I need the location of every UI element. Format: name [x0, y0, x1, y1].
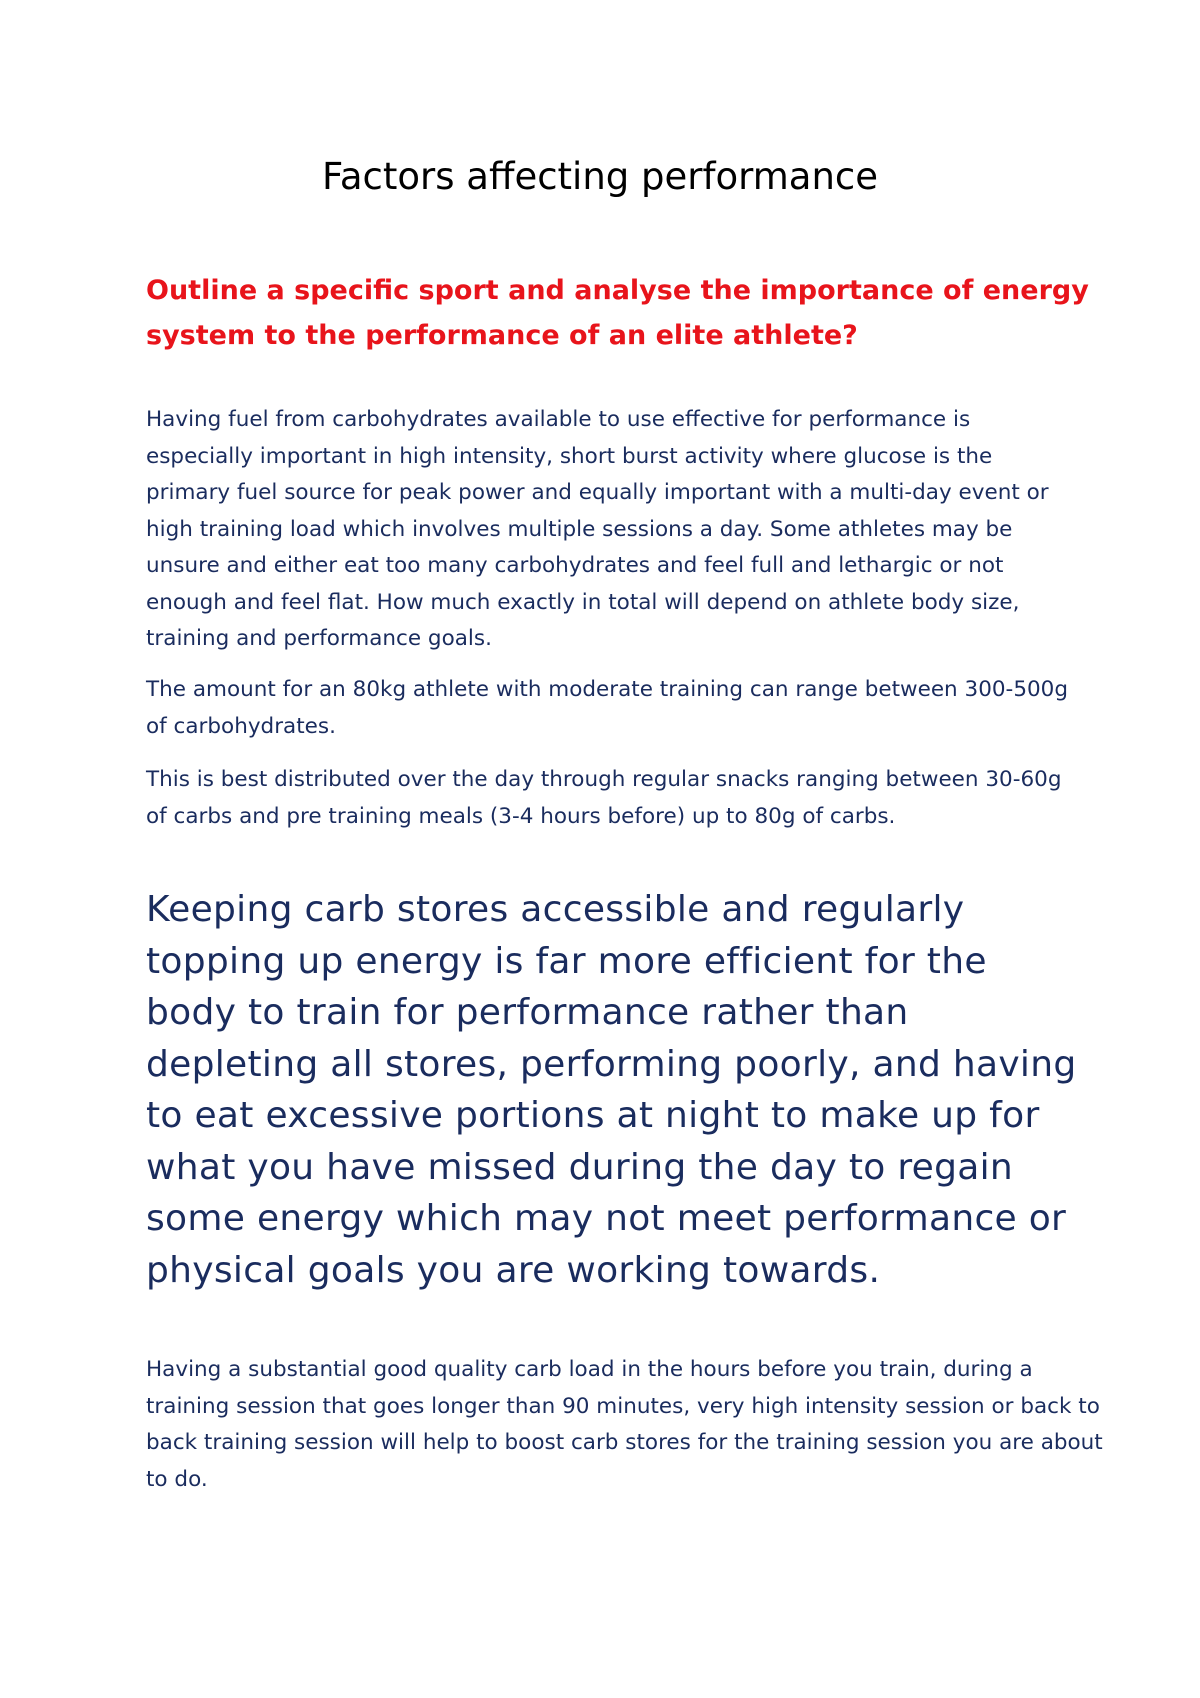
page-title: Factors affecting performance [321, 155, 878, 198]
paragraph-carb-load: Having a substantial good quality carb load in the hours before you train, during a training session that goes longer than 90 minutes, very high intensity session or back to back training session will help to boost carb stores for the training session you are about to do. [146, 1357, 1103, 1492]
paragraph-carb-amount: The amount for an 80kg athlete with moderate training can range between 300-500g of carbohydrates. [146, 677, 1069, 739]
paragraph-carb-distribution: This is best distributed over the day through regular snacks ranging between 30-60g of carbs and pre training meals (3-4 hours before) up to 80g of carbs. [146, 767, 1062, 829]
paragraph-carb-stores-emphasis: Keeping carb stores accessible and regularly topping up energy is far more efficient for the body to train for performance rather than depleting all stores, performing poorly, and having to eat excessive portions at night to make up for what you have missed during the day to regain some energy which may not meet performance or physical goals you are working towards. [146, 889, 1077, 1291]
paragraph-carbohydrate-fuel: Having fuel from carbohydrates available to use effective for performance is especially important in high intensity, short burst activity where glucose is the primary fuel source for peak power and equally important with a multi-day event or high training load which involves multiple sessions a day. Some athletes may be unsure and either eat too many carbohydrates and feel full and lethargic or not enough and feel flat. How much exactly in total will depend on athlete body size, training and performance goals. [146, 407, 1049, 651]
question-heading: Outline a specific sport and analyse the importance of energy system to the performance of an elite athlete? [146, 275, 1089, 351]
